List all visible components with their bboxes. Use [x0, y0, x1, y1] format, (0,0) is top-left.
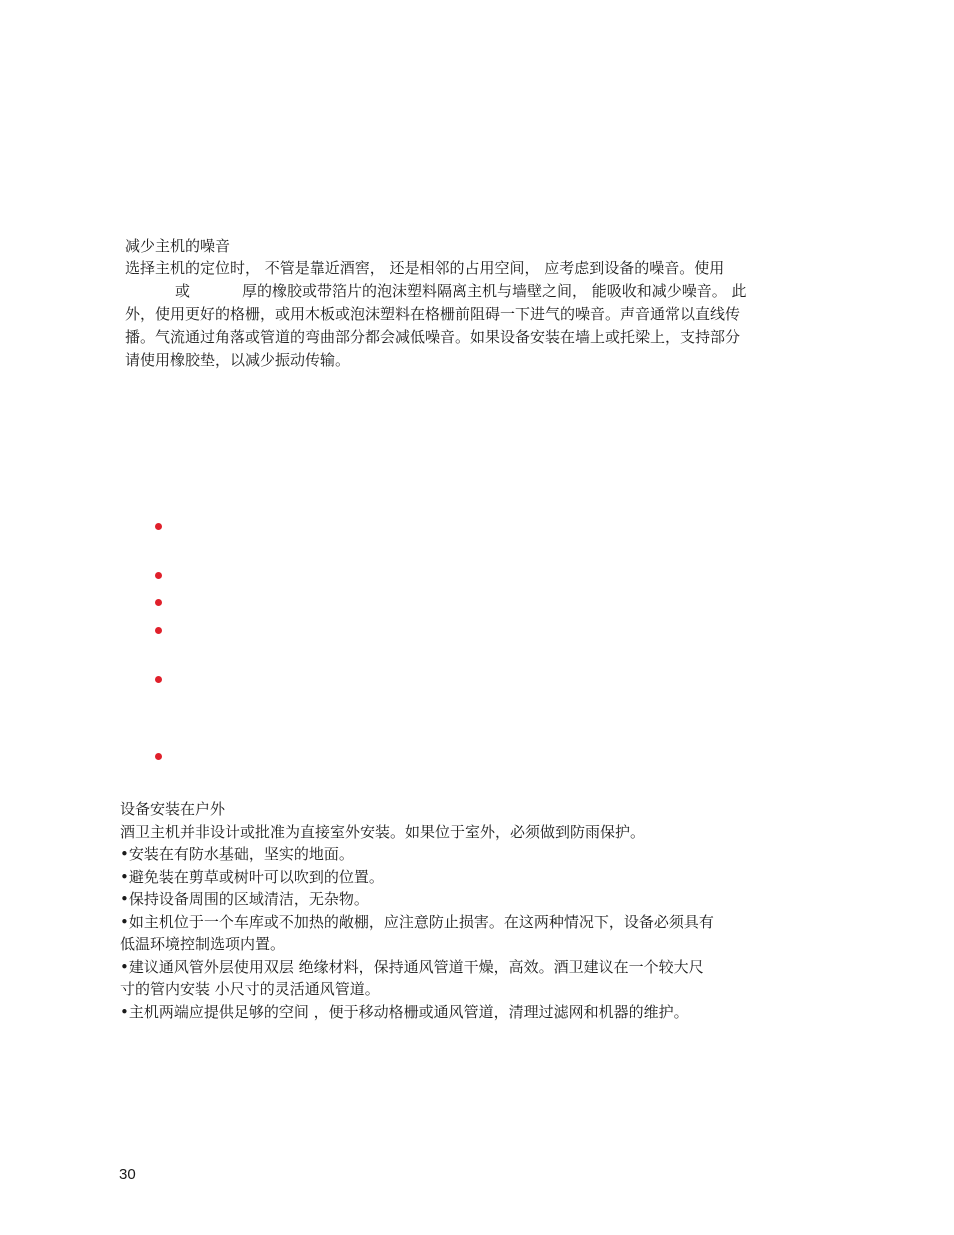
paragraph-fragment: 厚的橡胶或带箔片的泡沫塑料隔离主机与墙壁之间， 能吸收和减少噪音。 此: [242, 282, 747, 300]
red-bullet-icon: [155, 627, 162, 634]
list-item: •安装在有防水基础，坚实的地面。: [120, 845, 354, 863]
red-bullet-icon: [155, 523, 162, 530]
red-bullet-icon: [155, 572, 162, 579]
list-item: 低温环境控制选项内置。: [120, 935, 286, 953]
list-item: 寸的管内安装 小尺寸的灵活通风管道。: [120, 980, 380, 998]
noise-paragraph: [125, 257, 835, 372]
paragraph-line: [125, 280, 835, 303]
red-bullet-icon: [155, 753, 162, 760]
section-intro: 酒卫主机并非设计或批准为直接室外安装。如果位于室外，必须做到防雨保护。: [120, 822, 646, 841]
outdoor-install-section: [120, 798, 820, 1023]
paragraph-line: 播。气流通过角落或管道的弯曲部分都会减低噪音。如果设备安装在墙上或托梁上，支持部分: [125, 328, 741, 346]
list-item: •避免装在剪草或树叶可以吹到的位置。: [120, 867, 384, 886]
paragraph-line: 外，使用更好的格栅，或用木板或泡沫塑料在格栅前阻碍一下进气的噪音。声音通常以直线传: [125, 305, 741, 323]
list-item: •如主机位于一个车库或不加热的敞棚，应注意防止损害。在这两种情况下，设备必须具有: [120, 912, 714, 931]
list-item: •保持设备周围的区域清洁，无杂物。: [120, 890, 369, 908]
paragraph-line: 请使用橡胶垫，以减少振动传输。: [125, 351, 351, 369]
red-bullet-icon: [155, 676, 162, 683]
section-title-outdoor: 设备安装在户外: [120, 800, 226, 818]
list-item: •主机两端应提供足够的空间 ，便于移动格栅或通风管道，清理过滤网和机器的维护。: [120, 1002, 689, 1021]
page-number: 30: [119, 1166, 136, 1183]
paragraph-line: 选择主机的定位时， 不管是靠近酒窖， 还是相邻的占用空间， 应考虑到设备的噪音。使用: [125, 259, 725, 277]
list-item: •建议通风管外层使用双层 绝缘材料，保持通风管道干燥，高效。酒卫建议在一个较大尺: [120, 957, 704, 976]
red-bullet-icon: [155, 599, 162, 606]
paragraph-fragment: 或: [175, 282, 191, 300]
section-title-noise: 减少主机的噪音: [125, 237, 231, 255]
